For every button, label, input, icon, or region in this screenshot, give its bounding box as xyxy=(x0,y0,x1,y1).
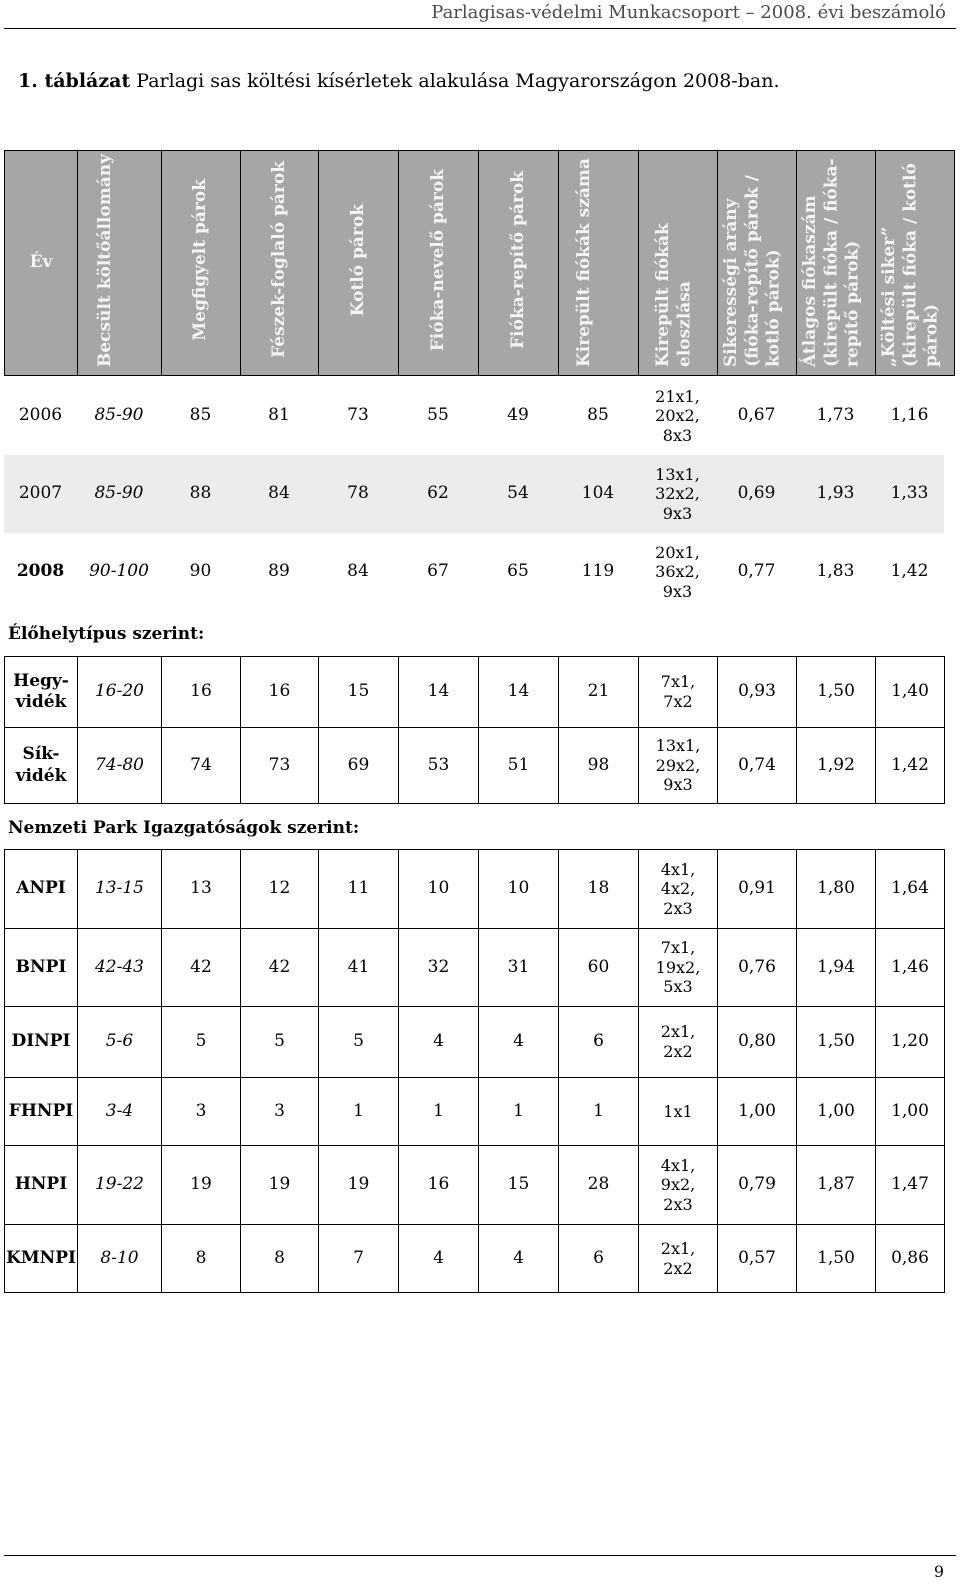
incubating-cell: 84 xyxy=(347,561,369,582)
np-name-cell: DINPI xyxy=(5,1007,78,1078)
distribution-cell: 7x1, 19x2, 5x3 xyxy=(639,929,718,1007)
nesting-cell: 19 xyxy=(241,1146,319,1225)
year-cell: 2008 xyxy=(16,561,65,582)
fledged-cell: 60 xyxy=(559,929,639,1007)
col-header-estimated: Becsült költőállomány xyxy=(78,151,162,376)
fledging-pairs-cell: 65 xyxy=(507,561,529,582)
rearing-cell: 67 xyxy=(427,561,449,582)
breeding-cell: 1,46 xyxy=(876,929,945,1007)
distribution-cell: 7x1, 7x2 xyxy=(639,657,718,728)
distribution-cell: 2x1, 2x2 xyxy=(639,1225,718,1293)
nesting-cell: 84 xyxy=(268,483,290,504)
incubating-cell: 11 xyxy=(319,850,399,929)
fledged-cell: 6 xyxy=(559,1007,639,1078)
rearing-cell: 4 xyxy=(399,1007,479,1078)
fledged-cell: 28 xyxy=(559,1146,639,1225)
habitat-table xyxy=(4,656,945,804)
national-park-table xyxy=(4,849,945,1293)
header-rule xyxy=(4,28,956,29)
col-header-breeding-success: „Költési siker” (kirepült fióka / kotló párok) xyxy=(876,151,955,376)
incubating-cell: 1 xyxy=(319,1078,399,1146)
fledging-pairs-cell: 54 xyxy=(507,483,529,504)
rearing-cell: 32 xyxy=(399,929,479,1007)
incubating-cell: 41 xyxy=(319,929,399,1007)
page-header xyxy=(0,0,960,24)
distribution-cell: 1x1 xyxy=(639,1078,718,1146)
np-name-cell: ANPI xyxy=(5,850,78,929)
fledged-cell: 21 xyxy=(559,657,639,728)
nesting-cell: 81 xyxy=(268,405,290,426)
breeding-cell: 1,00 xyxy=(876,1078,945,1146)
success-cell: 0,67 xyxy=(737,405,776,426)
table-caption xyxy=(18,70,779,92)
year-row-2007 xyxy=(4,455,944,533)
estimated-cell: 85-90 xyxy=(94,483,144,504)
breeding-cell: 1,40 xyxy=(876,657,945,728)
col-header-fledged-count: Kirepült fiókák száma xyxy=(559,151,639,376)
estimated-cell: 19-22 xyxy=(78,1146,162,1225)
fledging-pairs-cell: 1 xyxy=(479,1078,559,1146)
success-cell: 0,77 xyxy=(737,561,776,582)
observed-cell: 8 xyxy=(162,1225,241,1293)
distribution-cell: 4x1, 4x2, 2x3 xyxy=(639,850,718,929)
average-cell: 1,94 xyxy=(797,929,876,1007)
breeding-cell: 1,42 xyxy=(876,728,945,804)
observed-cell: 13 xyxy=(162,850,241,929)
rearing-cell: 1 xyxy=(399,1078,479,1146)
nesting-cell: 73 xyxy=(241,728,319,804)
estimated-cell: 16-20 xyxy=(78,657,162,728)
breeding-cell: 1,47 xyxy=(876,1146,945,1225)
observed-cell: 42 xyxy=(162,929,241,1007)
col-header-average-chicks: Átlagos fiókaszám (kirepült fióka / fióka-repítő párok) xyxy=(797,151,876,376)
year-row-2008 xyxy=(4,533,944,611)
np-row-dinpi xyxy=(5,1007,945,1078)
success-cell: 0,57 xyxy=(718,1225,797,1293)
header-title: Parlagisas-védelmi Munkacsoport – 2008. évi beszámoló xyxy=(431,2,946,23)
habitat-row-mountain xyxy=(5,657,945,728)
observed-cell: 3 xyxy=(162,1078,241,1146)
fledged-cell: 18 xyxy=(559,850,639,929)
page-number: 9 xyxy=(933,1562,944,1581)
col-header-fledging-pairs: Fióka-repítő párok xyxy=(479,151,559,376)
estimated-cell: 8-10 xyxy=(78,1225,162,1293)
success-cell: 0,69 xyxy=(737,483,776,504)
np-row-anpi xyxy=(5,850,945,929)
col-header-observed: Megfigyelt párok xyxy=(162,151,241,376)
fledged-cell: 104 xyxy=(581,483,615,504)
average-cell: 1,80 xyxy=(797,850,876,929)
footer-rule xyxy=(4,1555,956,1556)
estimated-cell: 3-4 xyxy=(78,1078,162,1146)
nesting-cell: 89 xyxy=(268,561,290,582)
average-cell: 1,93 xyxy=(816,483,855,504)
year-cell: 2007 xyxy=(18,483,63,504)
header-row xyxy=(5,151,955,376)
fledged-cell: 98 xyxy=(559,728,639,804)
distribution-cell: 21x1, 20x2, 8x3 xyxy=(655,386,700,445)
fledging-pairs-cell: 49 xyxy=(507,405,529,426)
success-cell: 0,91 xyxy=(718,850,797,929)
success-cell: 0,74 xyxy=(718,728,797,804)
observed-cell: 19 xyxy=(162,1146,241,1225)
col-header-rearing: Fióka-nevelő párok xyxy=(399,151,479,376)
fledging-pairs-cell: 51 xyxy=(479,728,559,804)
np-row-hnpi xyxy=(5,1146,945,1225)
col-header-distribution: Kirepült fiókák eloszlása xyxy=(639,151,718,376)
fledging-pairs-cell: 4 xyxy=(479,1225,559,1293)
nesting-cell: 12 xyxy=(241,850,319,929)
col-header-incubating: Kotló párok xyxy=(319,151,399,376)
observed-cell: 16 xyxy=(162,657,241,728)
nesting-cell: 42 xyxy=(241,929,319,1007)
nesting-cell: 5 xyxy=(241,1007,319,1078)
rearing-cell: 62 xyxy=(427,483,449,504)
np-row-fhnpi xyxy=(5,1078,945,1146)
fledged-cell: 1 xyxy=(559,1078,639,1146)
observed-cell: 88 xyxy=(189,483,212,504)
breeding-cell: 1,20 xyxy=(876,1007,945,1078)
habitat-name-cell: Sík- vidék xyxy=(5,728,78,804)
breeding-cell: 1,16 xyxy=(890,405,929,426)
average-cell: 1,87 xyxy=(797,1146,876,1225)
distribution-cell: 13x1, 32x2, 9x3 xyxy=(655,464,700,523)
distribution-cell: 4x1, 9x2, 2x3 xyxy=(639,1146,718,1225)
breeding-cell: 1,33 xyxy=(890,483,929,504)
average-cell: 1,92 xyxy=(797,728,876,804)
np-row-kmnpi xyxy=(5,1225,945,1293)
incubating-cell: 5 xyxy=(319,1007,399,1078)
average-cell: 1,83 xyxy=(816,561,855,582)
average-cell: 1,00 xyxy=(797,1078,876,1146)
main-table xyxy=(4,150,955,376)
rearing-cell: 16 xyxy=(399,1146,479,1225)
fledged-cell: 6 xyxy=(559,1225,639,1293)
incubating-cell: 15 xyxy=(319,657,399,728)
success-cell: 0,80 xyxy=(718,1007,797,1078)
habitat-name-cell: Hegy- vidék xyxy=(5,657,78,728)
distribution-cell: 2x1, 2x2 xyxy=(639,1007,718,1078)
habitat-row-lowland xyxy=(5,728,945,804)
estimated-cell: 42-43 xyxy=(78,929,162,1007)
year-cell: 2006 xyxy=(18,405,63,426)
fledging-pairs-cell: 15 xyxy=(479,1146,559,1225)
incubating-cell: 78 xyxy=(347,483,369,504)
np-name-cell: BNPI xyxy=(5,929,78,1007)
rearing-cell: 4 xyxy=(399,1225,479,1293)
np-name-cell: FHNPI xyxy=(5,1078,78,1146)
rearing-cell: 14 xyxy=(399,657,479,728)
caption-text: Parlagi sas költési kísérletek alakulása Magyarországon 2008-ban. xyxy=(130,70,780,92)
breeding-cell: 1,64 xyxy=(876,850,945,929)
incubating-cell: 69 xyxy=(319,728,399,804)
fledged-cell: 119 xyxy=(581,561,615,582)
estimated-cell: 85-90 xyxy=(94,405,144,426)
years-block xyxy=(4,377,944,611)
np-name-cell: HNPI xyxy=(5,1146,78,1225)
estimated-cell: 5-6 xyxy=(78,1007,162,1078)
fledging-pairs-cell: 31 xyxy=(479,929,559,1007)
breeding-cell: 1,42 xyxy=(890,561,929,582)
incubating-cell: 73 xyxy=(347,405,369,426)
average-cell: 1,50 xyxy=(797,657,876,728)
distribution-cell: 20x1, 36x2, 9x3 xyxy=(655,542,700,601)
average-cell: 1,50 xyxy=(797,1007,876,1078)
habitat-section-title: Élőhelytípus szerint: xyxy=(8,624,205,644)
national-park-section-title: Nemzeti Park Igazgatóságok szerint: xyxy=(8,818,360,838)
success-cell: 1,00 xyxy=(718,1078,797,1146)
col-header-success-ratio: Sikerességi arány (fióka-repítő párok / kotló párok) xyxy=(718,151,797,376)
np-name-cell: KMNPI xyxy=(5,1225,78,1293)
distribution-cell: 13x1, 29x2, 9x3 xyxy=(639,728,718,804)
rearing-cell: 53 xyxy=(399,728,479,804)
incubating-cell: 19 xyxy=(319,1146,399,1225)
np-row-bnpi xyxy=(5,929,945,1007)
estimated-cell: 90-100 xyxy=(89,561,149,582)
observed-cell: 74 xyxy=(162,728,241,804)
breeding-cell: 0,86 xyxy=(876,1225,945,1293)
fledging-pairs-cell: 14 xyxy=(479,657,559,728)
observed-cell: 85 xyxy=(189,405,212,426)
success-cell: 0,93 xyxy=(718,657,797,728)
rearing-cell: 55 xyxy=(427,405,449,426)
nesting-cell: 16 xyxy=(241,657,319,728)
fledging-pairs-cell: 4 xyxy=(479,1007,559,1078)
fledged-cell: 85 xyxy=(587,405,609,426)
fledging-pairs-cell: 10 xyxy=(479,850,559,929)
col-header-year: Év xyxy=(5,151,78,376)
average-cell: 1,73 xyxy=(816,405,855,426)
nesting-cell: 8 xyxy=(241,1225,319,1293)
success-cell: 0,79 xyxy=(718,1146,797,1225)
rearing-cell: 10 xyxy=(399,850,479,929)
observed-cell: 5 xyxy=(162,1007,241,1078)
observed-cell: 90 xyxy=(189,561,212,582)
year-row-2006 xyxy=(4,377,944,455)
nesting-cell: 3 xyxy=(241,1078,319,1146)
average-cell: 1,50 xyxy=(797,1225,876,1293)
estimated-cell: 74-80 xyxy=(78,728,162,804)
caption-label: 1. táblázat xyxy=(18,70,131,92)
incubating-cell: 7 xyxy=(319,1225,399,1293)
estimated-cell: 13-15 xyxy=(78,850,162,929)
col-header-nesting: Fészek-foglaló párok xyxy=(241,151,319,376)
success-cell: 0,76 xyxy=(718,929,797,1007)
